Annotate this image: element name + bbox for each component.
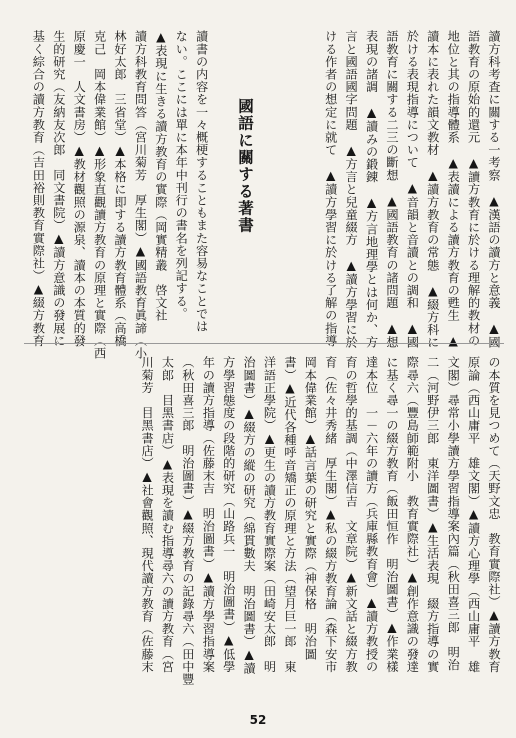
text-column: 年の讀方指導（佐藤末吉 明治圖書）▲讀方學習指導案 [201, 356, 216, 673]
text-column: 林好太郎 三省堂）▲本格に即する讀方教育體系（高橋 [113, 30, 128, 347]
text-column: 語教育の原始的還元 ▲讀方教育に於ける理解的教材の [466, 30, 481, 347]
text-column: 方學習態度の段階的研究（山路兵一 明治圖書）▲低學 [221, 356, 236, 673]
text-column: 讀書の内容を一々概梗することもまた容易なことでは [194, 30, 209, 333]
text-column: 育（佐々井秀緒 厚生閣）▲私の綴方教育論（森下安市 [323, 356, 338, 673]
bottom-text-block [137, 356, 504, 704]
text-column: 達本位 一－六年の讀方（兵庫縣教育會）▲讀方教授の [364, 356, 379, 673]
text-column: 際尋六（豐島師範附小 教育實際社）▲創作意識の發達 [405, 356, 420, 673]
text-column: 表現の諸調 ▲讀みの鍛錬 ▲方言地理學とは何か、方 [364, 30, 379, 349]
text-column: 於ける表現指導について ▲音韻と音讀との調和 ▲國 [405, 30, 420, 349]
text-column: 治圖書）▲綴方の縱の研究（綿貫數夫 明治圖書）▲讀 [242, 356, 257, 675]
text-column: 川菊芳 目黑書店）▲社會觀照、現代讀方教育（佐藤末 [140, 356, 155, 673]
text-column: 地位と其の指導體系 ▲表讀による讀方教育の甦生 ▲ [446, 30, 461, 349]
text-column: 言と國語國字問題 ▲方言と兒童綴方 ▲讀方學習に於 [344, 30, 359, 349]
text-column: 讀方科考査に關する一考察 ▲漢語の讀方と意義 ▲國 [487, 30, 501, 349]
text-column: 語教育に關する二三の斷想 ▲國語教育の諸問題 ▲想 [384, 30, 399, 349]
section-heading: 國語に關する著書 [236, 98, 254, 234]
text-column: 書）▲近代各種呼音矯正の原理と方法（望月巨一郎 東 [282, 356, 297, 673]
text-column: ▲表現に生きる讀方教育の實際（岡實精叢 啓文社 [153, 30, 168, 322]
text-column: 原論（西山庸平 雄文閣）▲讀方心理學（西山庸平 雄 [466, 356, 481, 673]
text-column: 太郎 目黑書店）▲表現を讀む指導尋六の讀方教育（宮 [160, 356, 175, 673]
section-divider [24, 343, 504, 344]
text-column: 讀方科教育問答（宮川菊芳 厚生閣）▲國語教育眞諦（小 [133, 30, 148, 360]
text-column: ける作者の想定に就て ▲讀方學習に於ける了解の指導 [323, 30, 338, 347]
text-column: の本質を見つめて（天野文忠 教育實際社）▲讀方教育 [487, 356, 501, 673]
text-column: （秋田喜三郎 明治圖書）▲綴方教育の記錄尋六（田中豐 [180, 356, 195, 686]
top-left-text-block [28, 30, 212, 360]
text-column: に基く尋一の綴方教育（飯田恒作 明治圖書）▲作業樣 [384, 356, 399, 673]
text-column: 二（河野伊三郎 東洋圖書）▲生活表現 綴方指導の實 [425, 356, 440, 673]
text-column: 洋語正學院）▲更生の讀方教育實際案（田崎安太郎 明 [262, 356, 277, 673]
text-column: 原慶一 人文書房）▲教材觀照の源泉、讀本の本質的發 [72, 30, 87, 347]
text-column: 育の哲學的基調（中澤信吉 文章院）▲新文話と綴方教 [344, 356, 359, 673]
page-number: 52 [249, 713, 267, 727]
text-column: 克己 岡本偉業館）▲形象直觀讀方教育の原理と實際（西 [92, 30, 107, 360]
top-right-text-block [320, 30, 504, 349]
text-column: 讀本に表れた韻文教材 ▲讀方教育の常態 ▲綴方科に [425, 30, 440, 349]
text-column: 文閣）尋常小學讀方學習指導案內篇（秋田喜三郎 明治 [446, 356, 461, 671]
text-column: ない。ここには單に本年中刊行の書名を列記する。 [174, 30, 189, 320]
text-column: 岡本偉業館）▲話言葉の研究と實際（神保格 明治圖 [303, 356, 318, 661]
text-column: 基く綜合の讀方教育（吉田裕則教育實際社）▲綴方教育 [31, 30, 46, 347]
text-column: 生的研究（友納友次郎 同文書院）▲讀方意識の發展に [51, 30, 66, 347]
